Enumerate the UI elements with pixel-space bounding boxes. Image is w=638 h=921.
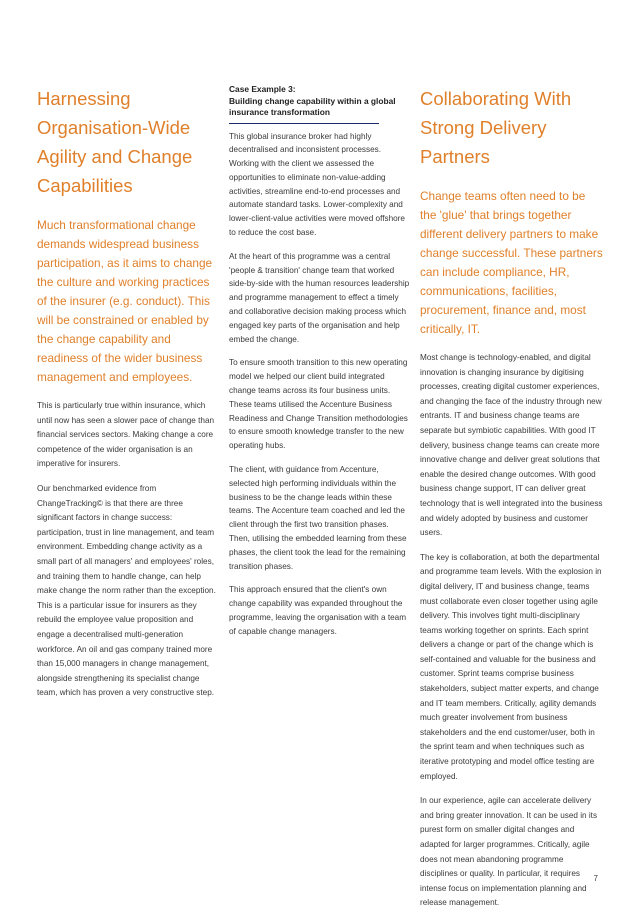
case-paragraph: This approach ensured that the client's own change capability was expanded throughout the programme, leaving the organisation with a team of capable change managers. bbox=[229, 585, 407, 636]
right-column bbox=[420, 84, 603, 921]
section-heading-agility: Harnessing Organisation-Wide Agility and Change Capabilities bbox=[37, 88, 193, 196]
case-paragraph: The client, with guidance from Accenture, selected high performing individuals within the business to be the change leads within these teams. The Accenture team coached and led the client through the first two transition phases. Then, utilising the embedded learning from these phases, the client took the lead for the remaining transition phases. bbox=[229, 465, 407, 571]
body-paragraph: In our experience, agile can accelerate delivery and bring greater innovation. It can be used in its purest form on smaller digital changes and adapted for larger programmes. Critically, agile does not mean abandoning programme disciplines or quality. In particular, it requires intense focus on implementation planning and release management. bbox=[420, 796, 598, 908]
body-paragraph: Most change is technology-enabled, and digital innovation is changing insurance by digitising processes, creating digital customer experiences, and changing the face of the industry through new entrants. IT and business change teams are separate but symbiotic capabilities. With good IT delivery, business change teams can create more innovative change and deliver great solutions that enable the desired change outcomes. With good business change support, IT can deliver great technology that is well integrated into the business and widely adopted by business and customer users. bbox=[420, 353, 603, 538]
body-paragraph: Our benchmarked evidence from ChangeTracking© is that there are three significant factors in change success: participation, trust in line management, and team environment. Embedding change activity as a small part of all managers' and employees' roles, and training them to handle change, can help make change the norm rather than the exception. This is a particular issue for insurers as they rebuild the employee value proposition and engage a decentralised multi-generation workforce. An oil and gas company trained more than 15,000 managers in change management, alongside strengthening its specialist change team, which has proven a very constructive step. bbox=[37, 483, 216, 698]
left-column bbox=[37, 84, 219, 711]
case-example-column bbox=[229, 84, 410, 649]
body-paragraph: This is particularly true within insurance, which until now has seen a slower pace of change than financial services sectors. Making change a core competence of the wider organisation is an imperative for insurers. bbox=[37, 401, 215, 469]
case-paragraph: At the heart of this programme was a central 'people & transition' change team that worked side-by-side with the human resources leadership and programme management to effect a timely and collaborative decision making process which engaged key parts of the organisation and help embed the change. bbox=[229, 251, 410, 344]
case-paragraph: This global insurance broker had highly decentralised and inconsistent processes. Working with the client we assessed the opportunities to eliminate non-value-adding activities, streamline end-to-end processes and automate standard tasks. Lower-complexity and lower-client-value activities were moved offshore to reduce the cost base. bbox=[229, 131, 405, 238]
body-paragraph: The key is collaboration, at both the departmental and programme team levels. With the explosion in digital delivery, IT and business change, teams must collaborate even closer together using agile delivery. This involves tight multi-disciplinary teams working together on sprints. Each sprint delivers a change or part of the change which is self-contained and valuable for the business and customer. Sprint teams comprise business stakeholders, subject matter experts, and change and IT team members. Critically, agility demands much greater involvement from business stakeholders and the end customer/user, both in the sprint team and when techniques such as iterative prototyping and model office testing are employed. bbox=[420, 552, 602, 781]
case-paragraph: To ensure smooth transition to this new operating model we helped our client build integrated change teams across its four business units. These teams utilised the Accenture Business Readiness and Change Transition methodologies to ensure smooth knowledge transfer to the new operating hubs. bbox=[229, 358, 408, 451]
section-heading-delivery-partners: Collaborating With Strong Delivery Partners bbox=[420, 88, 572, 167]
case-example-title: Building change capability within a global insurance transformation bbox=[229, 95, 396, 117]
case-example-label: Case Example 3: bbox=[229, 84, 296, 94]
case-divider bbox=[229, 123, 379, 124]
page-number: 7 bbox=[593, 874, 598, 883]
lead-paragraph: Change teams often need to be the 'glue' that brings together different delivery partners to make change successful. These partners can include compliance, HR, communications, facilities, procurement, finance and, most critically, IT. bbox=[420, 189, 603, 336]
lead-paragraph: Much transformational change demands widespread business participation, as it aims to change the culture and working practices of the insurer (e.g. conduct). This will be constrained or enabled by the change capability and readiness of the wider business management and employees. bbox=[37, 218, 213, 384]
